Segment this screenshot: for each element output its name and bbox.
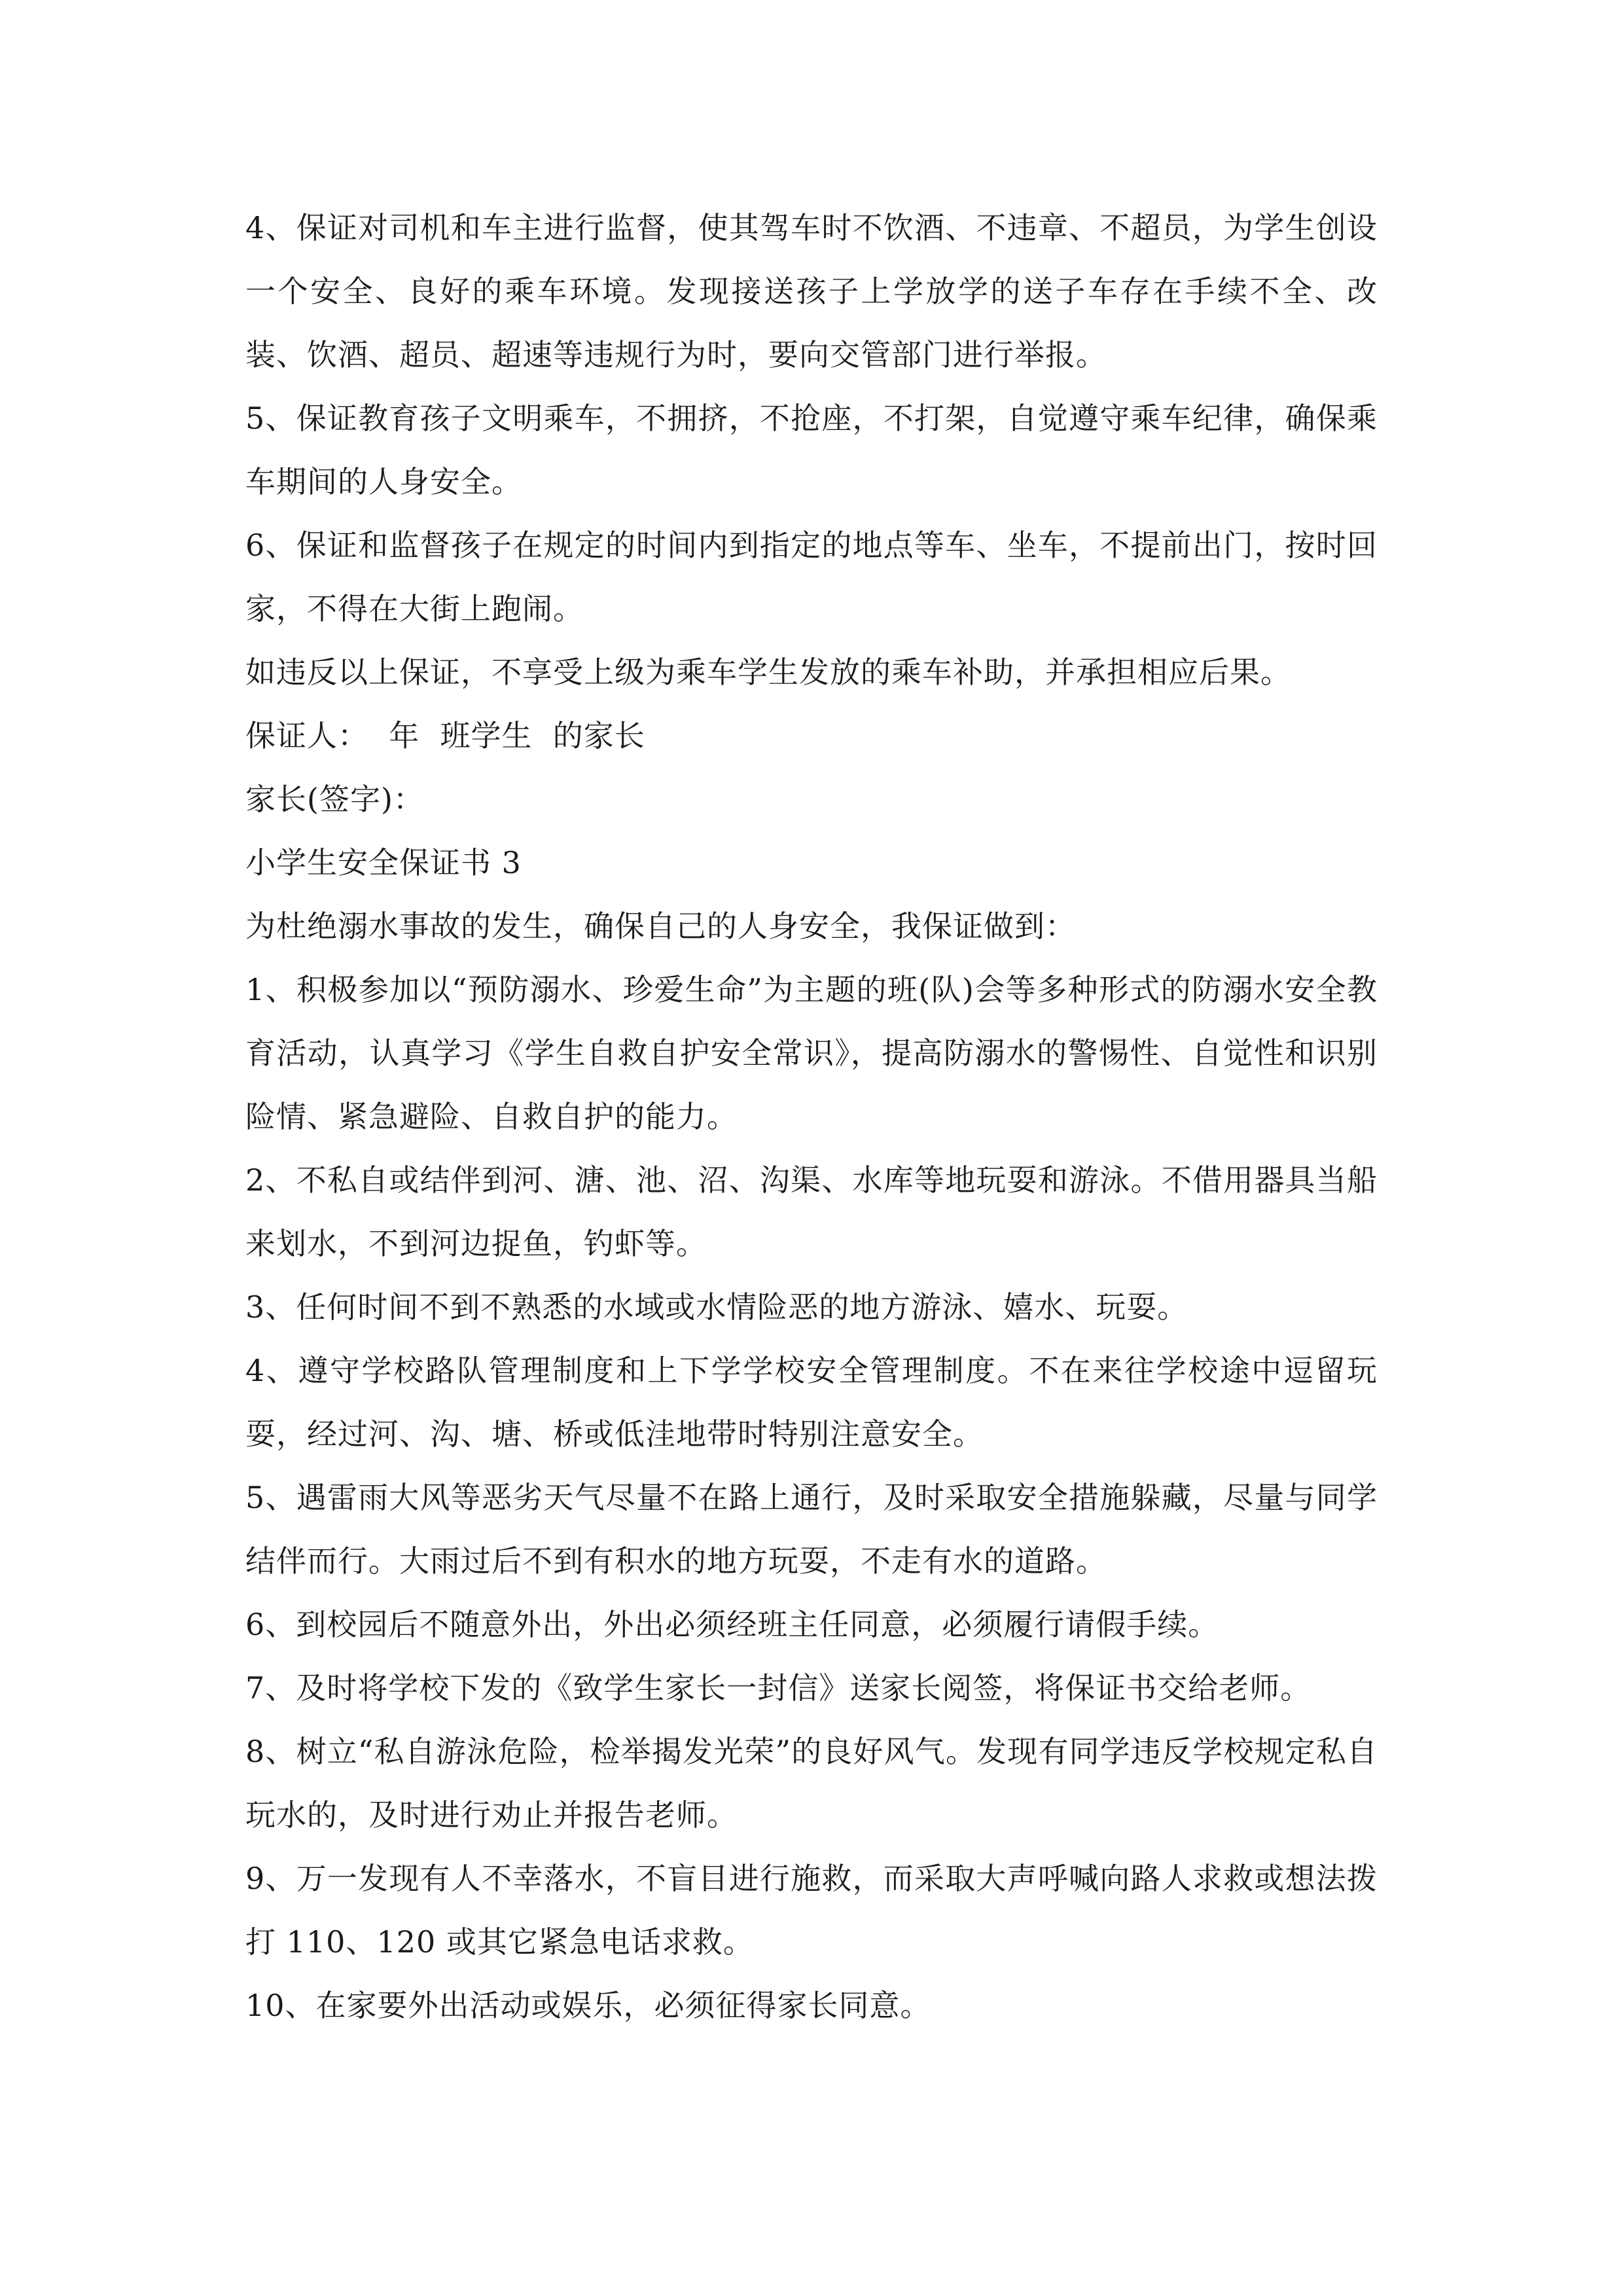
paragraph-violation-clause: 如违反以上保证，不享受上级为乘车学生发放的乘车补助，并承担相应后果。 — [245, 655, 1291, 690]
paragraph-item-4-driver-supervision: 4、保证对司机和车主进行监督，使其驾车时不饮酒、不违章、不超员，为学生创设一个安全、良好的乘车环境。发现接送孩子上学放学的送子车存在手续不全、改装、饮酒、超员、超速等违规行为时，要向交管部门进行举报。 — [245, 210, 1378, 372]
list-item: 6、到校园后不随意外出，外出必须经班主任同意，必须履行请假手续。 — [245, 1607, 1219, 1642]
paragraph-item-6-punctuality: 6、保证和监督孩子在规定的时间内到指定的地点等车、坐车，不提前出门，按时回家，不得在大街上跑闹。 — [245, 528, 1378, 626]
section-intro: 为杜绝溺水事故的发生，确保自己的人身安全，我保证做到： — [245, 908, 1076, 944]
guarantor-line: 保证人： 年 班学生 的家长 — [245, 718, 645, 753]
document-body — [245, 196, 1378, 2037]
list-item: 10、在家要外出活动或娱乐，必须征得家长同意。 — [245, 1988, 931, 2023]
section-title: 小学生安全保证书 3 — [245, 845, 522, 880]
list-item: 5、遇雷雨大风等恶劣天气尽量不在路上通行，及时采取安全措施躲藏，尽量与同学结伴而行。大雨过后不到有积水的地方玩耍，不走有水的道路。 — [245, 1480, 1378, 1579]
list-item: 2、不私自或结伴到河、溏、池、沼、沟渠、水库等地玩耍和游泳。不借用器具当船来划水，不到河边捉鱼，钓虾等。 — [245, 1162, 1378, 1261]
list-item: 1、积极参加以“预防溺水、珍爱生命”为主题的班(队)会等多种形式的防溺水安全教育活动，认真学习《学生自救自护安全常识》，提高防溺水的警惕性、自觉性和识别险情、紧急避险、自救自护的能力。 — [245, 972, 1378, 1134]
signature-line: 家长(签字)： — [245, 781, 424, 817]
list-item: 7、及时将学校下发的《致学生家长一封信》送家长阅签，将保证书交给老师。 — [245, 1670, 1311, 1706]
list-item: 9、万一发现有人不幸落水，不盲目进行施救，而采取大声呼喊向路人求救或想法拨打 110、120 或其它紧急电话求救。 — [245, 1861, 1378, 1960]
list-item: 3、任何时间不到不熟悉的水域或水情险恶的地方游泳、嬉水、玩耍。 — [245, 1289, 1188, 1325]
list-item: 4、遵守学校路队管理制度和上下学学校安全管理制度。不在来往学校途中逗留玩耍，经过河、沟、塘、桥或低洼地带时特别注意安全。 — [245, 1353, 1378, 1452]
paragraph-item-5-civil-riding: 5、保证教育孩子文明乘车，不拥挤，不抢座，不打架，自觉遵守乘车纪律，确保乘车期间的人身安全。 — [245, 401, 1378, 499]
list-item: 8、树立“私自游泳危险，检举揭发光荣”的良好风气。发现有同学违反学校规定私自玩水的，及时进行劝止并报告老师。 — [245, 1734, 1378, 1833]
